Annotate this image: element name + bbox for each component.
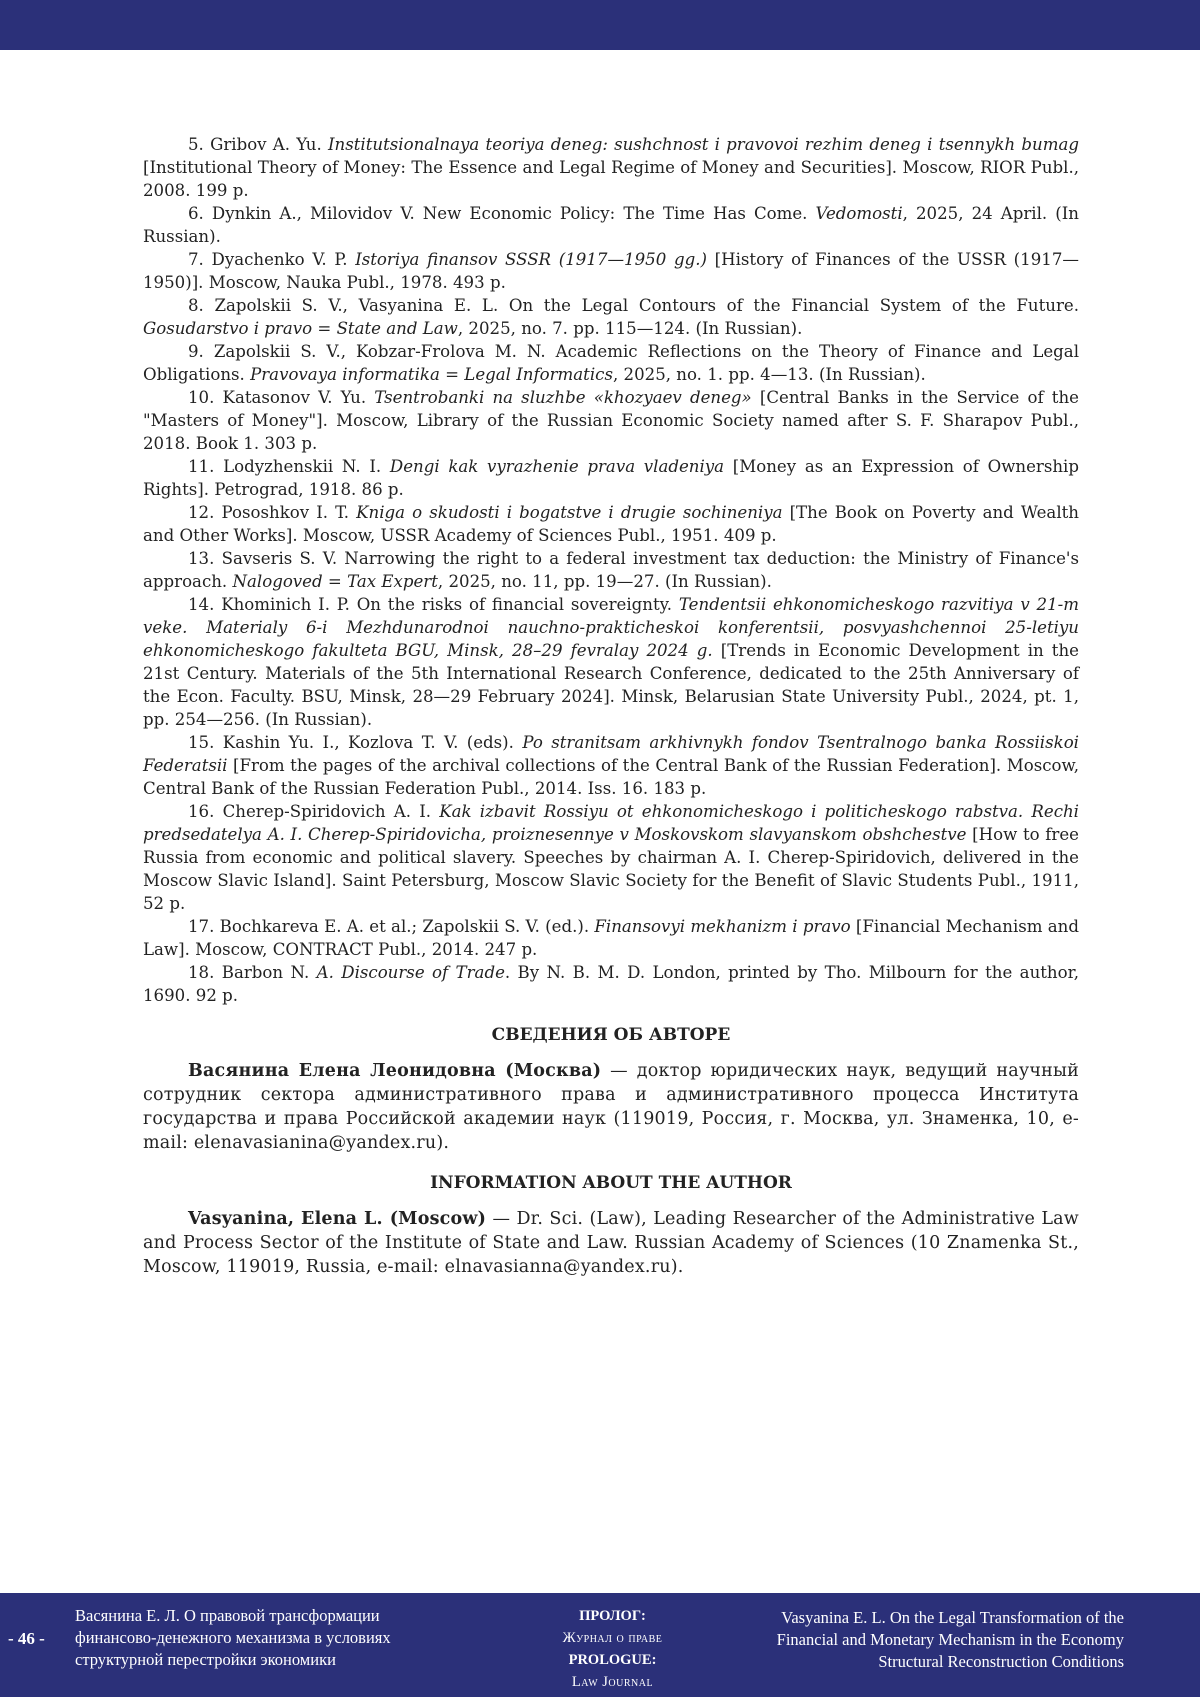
- reference-item: [143, 386, 1079, 455]
- reference-list: [143, 133, 1079, 1007]
- reference-italic: Dengi kak vyrazhenie prava vladeniya: [389, 457, 725, 476]
- reference-post: , 2025, no. 11, pp. 19—27. (In Russian).: [437, 572, 772, 591]
- reference-item: [143, 501, 1079, 547]
- reference-post: [Trends in Economic Development in the 21st Century. Materials of the 5th International Research Conference, dedicated to the 25th Anniversary of the Econ. Faculty. BSU, Minsk, 28—29 February 2024]. Minsk, Belarusian State University Publ., 2024, pt. 1, pp. 254—256. (In Russian).: [143, 641, 1079, 729]
- reference-pre: Gribov A. Yu.: [210, 135, 328, 154]
- reference-italic: Tendentsii ehkonomicheskogo razvitiya v 21-m veke. Materialy 6-i Mezhdunarodnoi nauchno-prakticheskoi konferentsii, posvyashchennoi 25-letiyu ehkonomicheskogo fakulteta BGU, Minsk, 28–29 fevralay 2024 g.: [143, 595, 1079, 660]
- reference-pre: Zapolskii S. V., Vasyanina E. L. On the Legal Contours of the Financial System of the Future.: [214, 296, 1080, 315]
- footer-band: [0, 1593, 1200, 1697]
- reference-num: 10.: [188, 388, 215, 407]
- reference-num: 15.: [188, 733, 215, 752]
- reference-num: 6.: [188, 204, 204, 223]
- reference-num: 11.: [188, 457, 215, 476]
- reference-pre: Kashin Yu. I., Kozlova T. V. (eds).: [222, 733, 523, 752]
- reference-post: [Financial Mechanism and Law]. Moscow, CONTRACT Publ., 2014. 247 p.: [143, 917, 1079, 959]
- journal-title-en: PROLOGUE:: [568, 1652, 657, 1668]
- reference-pre: Pososhkov I. T.: [221, 503, 357, 522]
- reference-item: [143, 294, 1079, 340]
- author-text-ru: — доктор юридических наук, ведущий научный сотрудник сектора административного права и административного процесса Института государства и права Российской академии наук (119019, Россия, г. Москва, ул. Знаменка, 10, e-mail: elenavasianina@yandex.ru).: [143, 1061, 1079, 1153]
- author-info-en: [143, 1207, 1079, 1279]
- footer-title-ru-line: Васянина Е. Л. О правовой трансформации: [75, 1606, 380, 1625]
- reference-num: 9.: [188, 342, 204, 361]
- footer-title-ru: [75, 1605, 455, 1671]
- journal-name: [520, 1605, 705, 1693]
- author-text-en: — Dr. Sci. (Law), Leading Researcher of the Administrative Law and Process Sector of the Institute of State and Law. Russian Academy of Sciences (10 Znamenka St., Moscow, 119019, Russia, e-mail: elnavasianna@yandex.ru).: [143, 1209, 1079, 1277]
- footer-title-ru-line: структурной перестройки экономики: [75, 1650, 336, 1669]
- footer-title-ru-line: финансово-денежного механизма в условиях: [75, 1628, 391, 1647]
- reference-num: 12.: [188, 503, 215, 522]
- page-content: [143, 133, 1079, 1279]
- reference-post: [From the pages of the archival collections of the Central Bank of the Russian Federation]. Moscow, Central Bank of the Russian Federation Publ., 2014. Iss. 16. 183 p.: [143, 756, 1079, 798]
- reference-num: 5.: [188, 135, 204, 154]
- reference-pre: Barbon N.: [221, 963, 317, 982]
- author-info-ru: [143, 1059, 1079, 1155]
- reference-post: , 2025, no. 1. pp. 4—13. (In Russian).: [612, 365, 926, 384]
- reference-italic: Gosudarstvo i pravo = State and Law: [143, 319, 458, 338]
- reference-pre: Dyachenko V. P.: [211, 250, 356, 269]
- author-name-en: Vasyanina, Elena L. (Moscow): [188, 1209, 487, 1229]
- reference-pre: Bochkareva E. A. et al.; Zapolskii S. V. (ed.).: [219, 917, 595, 936]
- reference-item: [143, 340, 1079, 386]
- reference-italic: A. Discourse of Trade: [316, 963, 505, 982]
- reference-item: [143, 915, 1079, 961]
- page-number: - 46 -: [8, 1629, 45, 1648]
- reference-num: 16.: [188, 802, 215, 821]
- reference-pre: Khominich I. P. On the risks of financial sovereignty.: [221, 595, 679, 614]
- reference-italic: Institutsionalnaya teoriya deneg: sushchnost i pravovoi rezhim deneg i tsennykh bumag: [328, 135, 1079, 154]
- reference-italic: Kak izbavit Rossiyu ot ehkonomicheskogo i politicheskogo rabstva. Rechi predsedatelya A. I. Cherep-Spiridovicha, proiznesennye v Moskovskom slavyanskom obshchestve: [143, 802, 1079, 844]
- reference-italic: Istoriya finansov SSSR (1917—1950 gg.): [355, 250, 707, 269]
- header-band: [0, 0, 1200, 50]
- reference-num: 8.: [188, 296, 204, 315]
- journal-subtitle-ru: Журнал о праве: [562, 1630, 663, 1646]
- reference-post: . By N. B. M. D. London, printed by Tho. Milbourn for the author, 1690. 92 p.: [143, 963, 1079, 1005]
- reference-pre: Cherep-Spiridovich A. I.: [222, 802, 440, 821]
- reference-item: [143, 133, 1079, 202]
- reference-italic: Nalogoved = Tax Expert: [232, 572, 438, 591]
- reference-pre: Lodyzhenskii N. I.: [223, 457, 390, 476]
- reference-post: , 2025, 24 April. (In Russian).: [143, 204, 1079, 246]
- reference-post: [The Book on Poverty and Wealth and Other Works]. Moscow, USSR Academy of Sciences Publ., 1951. 409 p.: [143, 503, 1079, 545]
- reference-post: , 2025, no. 7. pp. 115—124. (In Russian).: [457, 319, 803, 338]
- reference-num: 18.: [188, 963, 215, 982]
- reference-italic: Vedomosti: [815, 204, 903, 223]
- reference-italic: Kniga o skudosti i bogatstve i drugie sochineniya: [356, 503, 783, 522]
- reference-item: [143, 455, 1079, 501]
- reference-italic: Po stranitsam arkhivnykh fondov Tsentralnogo banka Rossiiskoi Federatsii: [143, 733, 1079, 775]
- reference-post: [Central Banks in the Service of the "Masters of Money"]. Moscow, Library of the Russian Economic Society named after S. F. Sharapov Publ., 2018. Book 1. 303 p.: [143, 388, 1079, 453]
- footer-title-en-line: Financial and Monetary Mechanism in the Economy: [776, 1630, 1124, 1649]
- journal-subtitle-en: Law Journal: [571, 1674, 654, 1690]
- author-name-ru: Васянина Елена Леонидовна (Москва): [188, 1061, 602, 1081]
- reference-num: 14.: [188, 595, 215, 614]
- reference-post: [How to free Russia from economic and political slavery. Speeches by chairman A. I. Cherep-Spiridovich, delivered in the Moscow Slavic Island]. Saint Petersburg, Moscow Slavic Society for the Benefit of Slavic Students Publ., 1911, 52 p.: [143, 825, 1079, 913]
- reference-italic: Pravovaya informatika = Legal Informatics: [250, 365, 613, 384]
- reference-pre: Savseris S. V. Narrowing the right to a federal investment tax deduction: the Ministry of Finance's approach.: [143, 549, 1080, 591]
- author-heading-en: INFORMATION ABOUT THE AUTHOR: [430, 1173, 792, 1193]
- reference-item: [143, 961, 1079, 1007]
- reference-num: 13.: [188, 549, 215, 568]
- reference-num: 7.: [188, 250, 204, 269]
- reference-italic: Tsentrobanki na sluzhbe «khozyaev deneg»: [374, 388, 752, 407]
- reference-item: [143, 800, 1079, 915]
- reference-num: 17.: [188, 917, 215, 936]
- reference-item: [143, 202, 1079, 248]
- reference-pre: Zapolskii S. V., Kobzar-Frolova M. N. Academic Reflections on the Theory of Finance and Legal Obligations.: [143, 342, 1079, 384]
- reference-item: [143, 593, 1079, 731]
- reference-italic: Finansovyi mekhanizm i pravo: [594, 917, 851, 936]
- reference-item: [143, 731, 1079, 800]
- reference-item: [143, 547, 1079, 593]
- journal-title-ru: ПРОЛОГ:: [579, 1608, 646, 1624]
- author-heading-ru: СВЕДЕНИЯ ОБ АВТОРЕ: [491, 1025, 731, 1045]
- reference-post: [Money as an Expression of Ownership Rights]. Petrograd, 1918. 86 p.: [143, 457, 1079, 499]
- reference-pre: Dynkin A., Milovidov V. New Economic Policy: The Time Has Come.: [211, 204, 816, 223]
- footer-title-en-line: Vasyanina E. L. On the Legal Transformation of the: [781, 1608, 1124, 1627]
- footer-title-en-line: Structural Reconstruction Conditions: [878, 1652, 1124, 1671]
- reference-post: [Institutional Theory of Money: The Essence and Legal Regime of Money and Securities]. Moscow, RIOR Publ., 2008. 199 p.: [143, 158, 1079, 200]
- reference-item: [143, 248, 1079, 294]
- reference-post: [History of Finances of the USSR (1917—1950)]. Moscow, Nauka Publ., 1978. 493 p.: [143, 250, 1079, 292]
- reference-pre: Katasonov V. Yu.: [222, 388, 375, 407]
- footer-title-en: [700, 1607, 1124, 1673]
